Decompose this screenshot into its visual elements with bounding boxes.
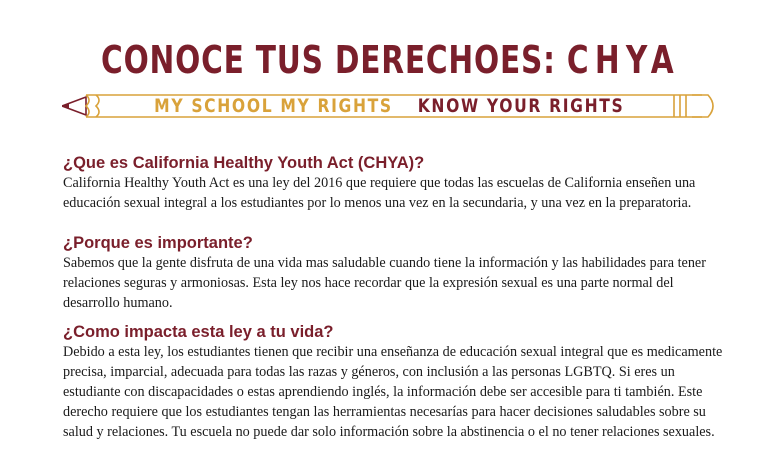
section-heading: ¿Como impacta esta ley a tu vida? <box>63 323 334 341</box>
page-title-main: CONOCE TUS DERECHOES: <box>101 38 567 82</box>
section-heading: ¿Porque es importante? <box>63 234 253 252</box>
section-what-is-chya <box>63 153 723 213</box>
section-heading: ¿Que es California Healthy Youth Act (CHYA)? <box>63 154 425 172</box>
banner-slogan <box>108 92 668 120</box>
section-body: Debido a esta ley, los estudiantes tienen que recibir una enseñanza de educación sexual integral que es medicamente precisa, imparcial, adecuada para todas las razas y géneros, con inclusión a las personas LGBTQ. Si eres un estudiante con discapacidades o estas aprendiendo inglés, la información debe ser accesible para ti también. Este derecho requiere que los estudiantes tengan las herramientas necesarías para hacer decisiones saludables sobre su salud y relaciones. Tu escuela no puede dar solo información sobre la abstinencia o el no tener relaciones sexuales. <box>63 344 723 440</box>
section-impact <box>63 322 723 442</box>
page-title-acronym: CHYA <box>566 38 680 82</box>
section-why-important <box>63 233 723 313</box>
section-body: California Healthy Youth Act es una ley del 2016 que requiere que todas las escuelas de California enseñen una educación sexual integral a los estudiantes por lo menos una vez en la secundaria, y una vez en la preparatoria. <box>63 175 696 211</box>
banner-slogan-rights: KNOW YOUR RIGHTS <box>418 95 625 117</box>
banner-slogan-school: MY SCHOOL MY RIGHTS <box>154 95 394 117</box>
page-title <box>86 38 695 82</box>
section-body: Sabemos que la gente disfruta de una vida mas saludable cuando tiene la información y las habilidades para tener relaciones seguras y armoniosas. Esta ley nos hace recordar que la expresión sexual es una parte normal del desarrollo humano. <box>63 255 706 311</box>
